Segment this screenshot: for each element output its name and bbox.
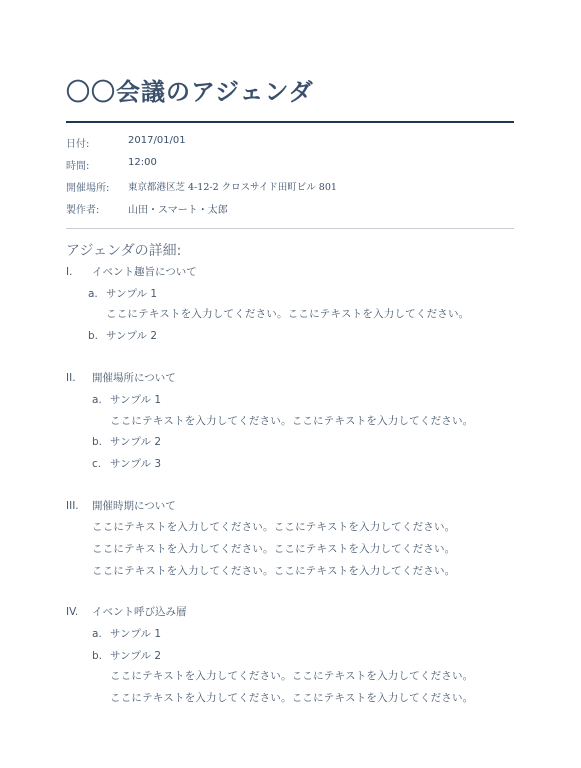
section-heading-3 bbox=[66, 498, 176, 513]
agenda-heading: アジェンダの詳細: bbox=[66, 243, 182, 259]
list-item bbox=[88, 328, 157, 343]
meta-label: 開催場所: bbox=[66, 183, 110, 194]
item-label: サンプル 1 bbox=[106, 288, 158, 300]
list-item bbox=[92, 392, 161, 407]
item-label: サンプル 2 bbox=[106, 330, 158, 342]
body-text: ここにテキストを入力してください。ここにテキストを入力してください。 bbox=[110, 692, 474, 704]
list-item bbox=[92, 648, 161, 663]
list-item bbox=[92, 626, 161, 641]
section-title: イベント呼び込み層 bbox=[92, 606, 187, 618]
body-text: ここにテキストを入力してください。ここにテキストを入力してください。 bbox=[92, 543, 456, 555]
meta-label: 時間: bbox=[66, 161, 90, 172]
item-label: サンプル 2 bbox=[110, 650, 162, 662]
item-label: サンプル 2 bbox=[110, 436, 162, 448]
section-number: III. bbox=[66, 500, 79, 512]
meta-label: 製作者: bbox=[66, 205, 100, 216]
item-letter: b. bbox=[92, 650, 103, 662]
section-heading-2 bbox=[66, 370, 176, 385]
meta-value: 2017/01/01 bbox=[128, 135, 186, 146]
item-label: サンプル 1 bbox=[110, 394, 162, 406]
item-letter: a. bbox=[92, 628, 102, 640]
section-title: 開催時期について bbox=[92, 500, 176, 512]
section-title: イベント趣旨について bbox=[92, 266, 197, 278]
section-title: 開催場所について bbox=[92, 372, 176, 384]
section-heading-1 bbox=[66, 264, 197, 279]
meta-value: 東京都港区芝 4-12-2 クロスサイド田町ビル 801 bbox=[128, 182, 337, 193]
item-letter: b. bbox=[88, 330, 99, 342]
section-divider bbox=[66, 228, 514, 229]
section-number: I. bbox=[66, 266, 73, 278]
body-text: ここにテキストを入力してください。ここにテキストを入力してください。 bbox=[110, 670, 474, 682]
item-letter: b. bbox=[92, 436, 103, 448]
section-heading-4 bbox=[66, 604, 187, 619]
body-text: ここにテキストを入力してください。ここにテキストを入力してください。 bbox=[106, 308, 470, 320]
body-text: ここにテキストを入力してください。ここにテキストを入力してください。 bbox=[92, 565, 456, 577]
list-item bbox=[92, 456, 161, 471]
document-title: 〇〇会議のアジェンダ bbox=[66, 78, 314, 106]
meta-value: 12:00 bbox=[128, 157, 157, 168]
item-label: サンプル 1 bbox=[110, 628, 162, 640]
item-label: サンプル 3 bbox=[110, 458, 162, 470]
body-text: ここにテキストを入力してください。ここにテキストを入力してください。 bbox=[92, 521, 456, 533]
title-divider bbox=[66, 121, 514, 123]
meta-value: 山田・スマート・太郎 bbox=[128, 205, 228, 216]
body-text: ここにテキストを入力してください。ここにテキストを入力してください。 bbox=[110, 415, 474, 427]
meta-label: 日付: bbox=[66, 139, 90, 150]
item-letter: a. bbox=[92, 394, 102, 406]
item-letter: a. bbox=[88, 288, 98, 300]
section-number: II. bbox=[66, 372, 76, 384]
item-letter: c. bbox=[92, 458, 102, 470]
list-item bbox=[92, 434, 161, 449]
list-item bbox=[88, 286, 157, 301]
section-number: IV. bbox=[66, 606, 79, 618]
